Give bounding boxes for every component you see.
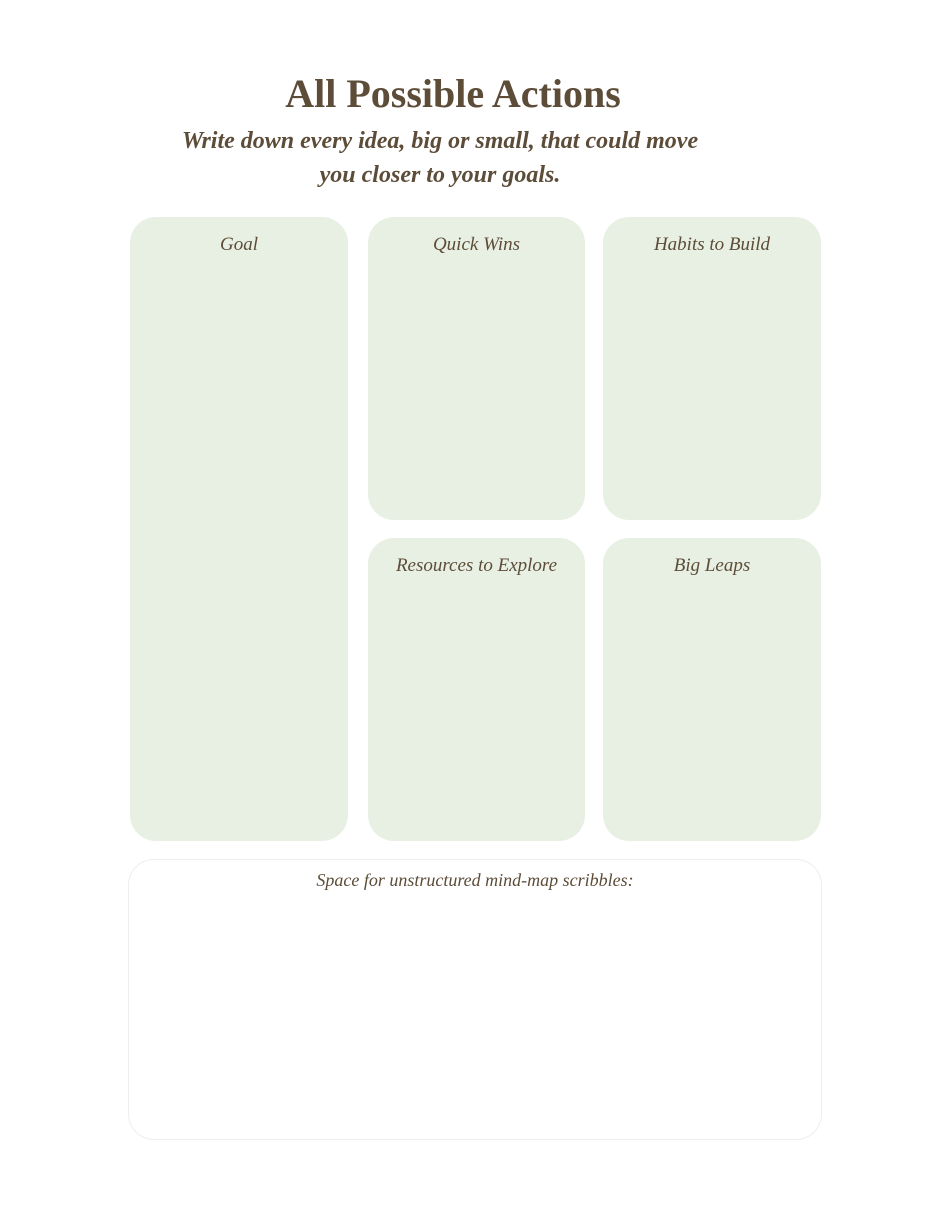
habits-panel[interactable] bbox=[603, 217, 821, 520]
mind-map-scribble-area[interactable] bbox=[128, 859, 822, 1140]
resources-panel-label: Resources to Explore bbox=[395, 555, 558, 576]
quick-wins-panel-label: Quick Wins bbox=[432, 234, 521, 255]
resources-panel[interactable] bbox=[368, 538, 585, 841]
habits-panel-label: Habits to Build bbox=[653, 234, 771, 255]
quick-wins-panel[interactable] bbox=[368, 217, 585, 520]
page-subtitle: Write down every idea, big or small, that could move you closer to your goals. bbox=[181, 128, 699, 188]
scribble-area-label: Space for unstructured mind-map scribbles: bbox=[316, 870, 634, 890]
big-leaps-panel[interactable] bbox=[603, 538, 821, 841]
big-leaps-panel-label: Big Leaps bbox=[673, 555, 751, 576]
goal-panel-label: Goal bbox=[220, 234, 258, 255]
goal-panel[interactable] bbox=[130, 217, 348, 841]
page-title: All Possible Actions bbox=[285, 71, 621, 116]
